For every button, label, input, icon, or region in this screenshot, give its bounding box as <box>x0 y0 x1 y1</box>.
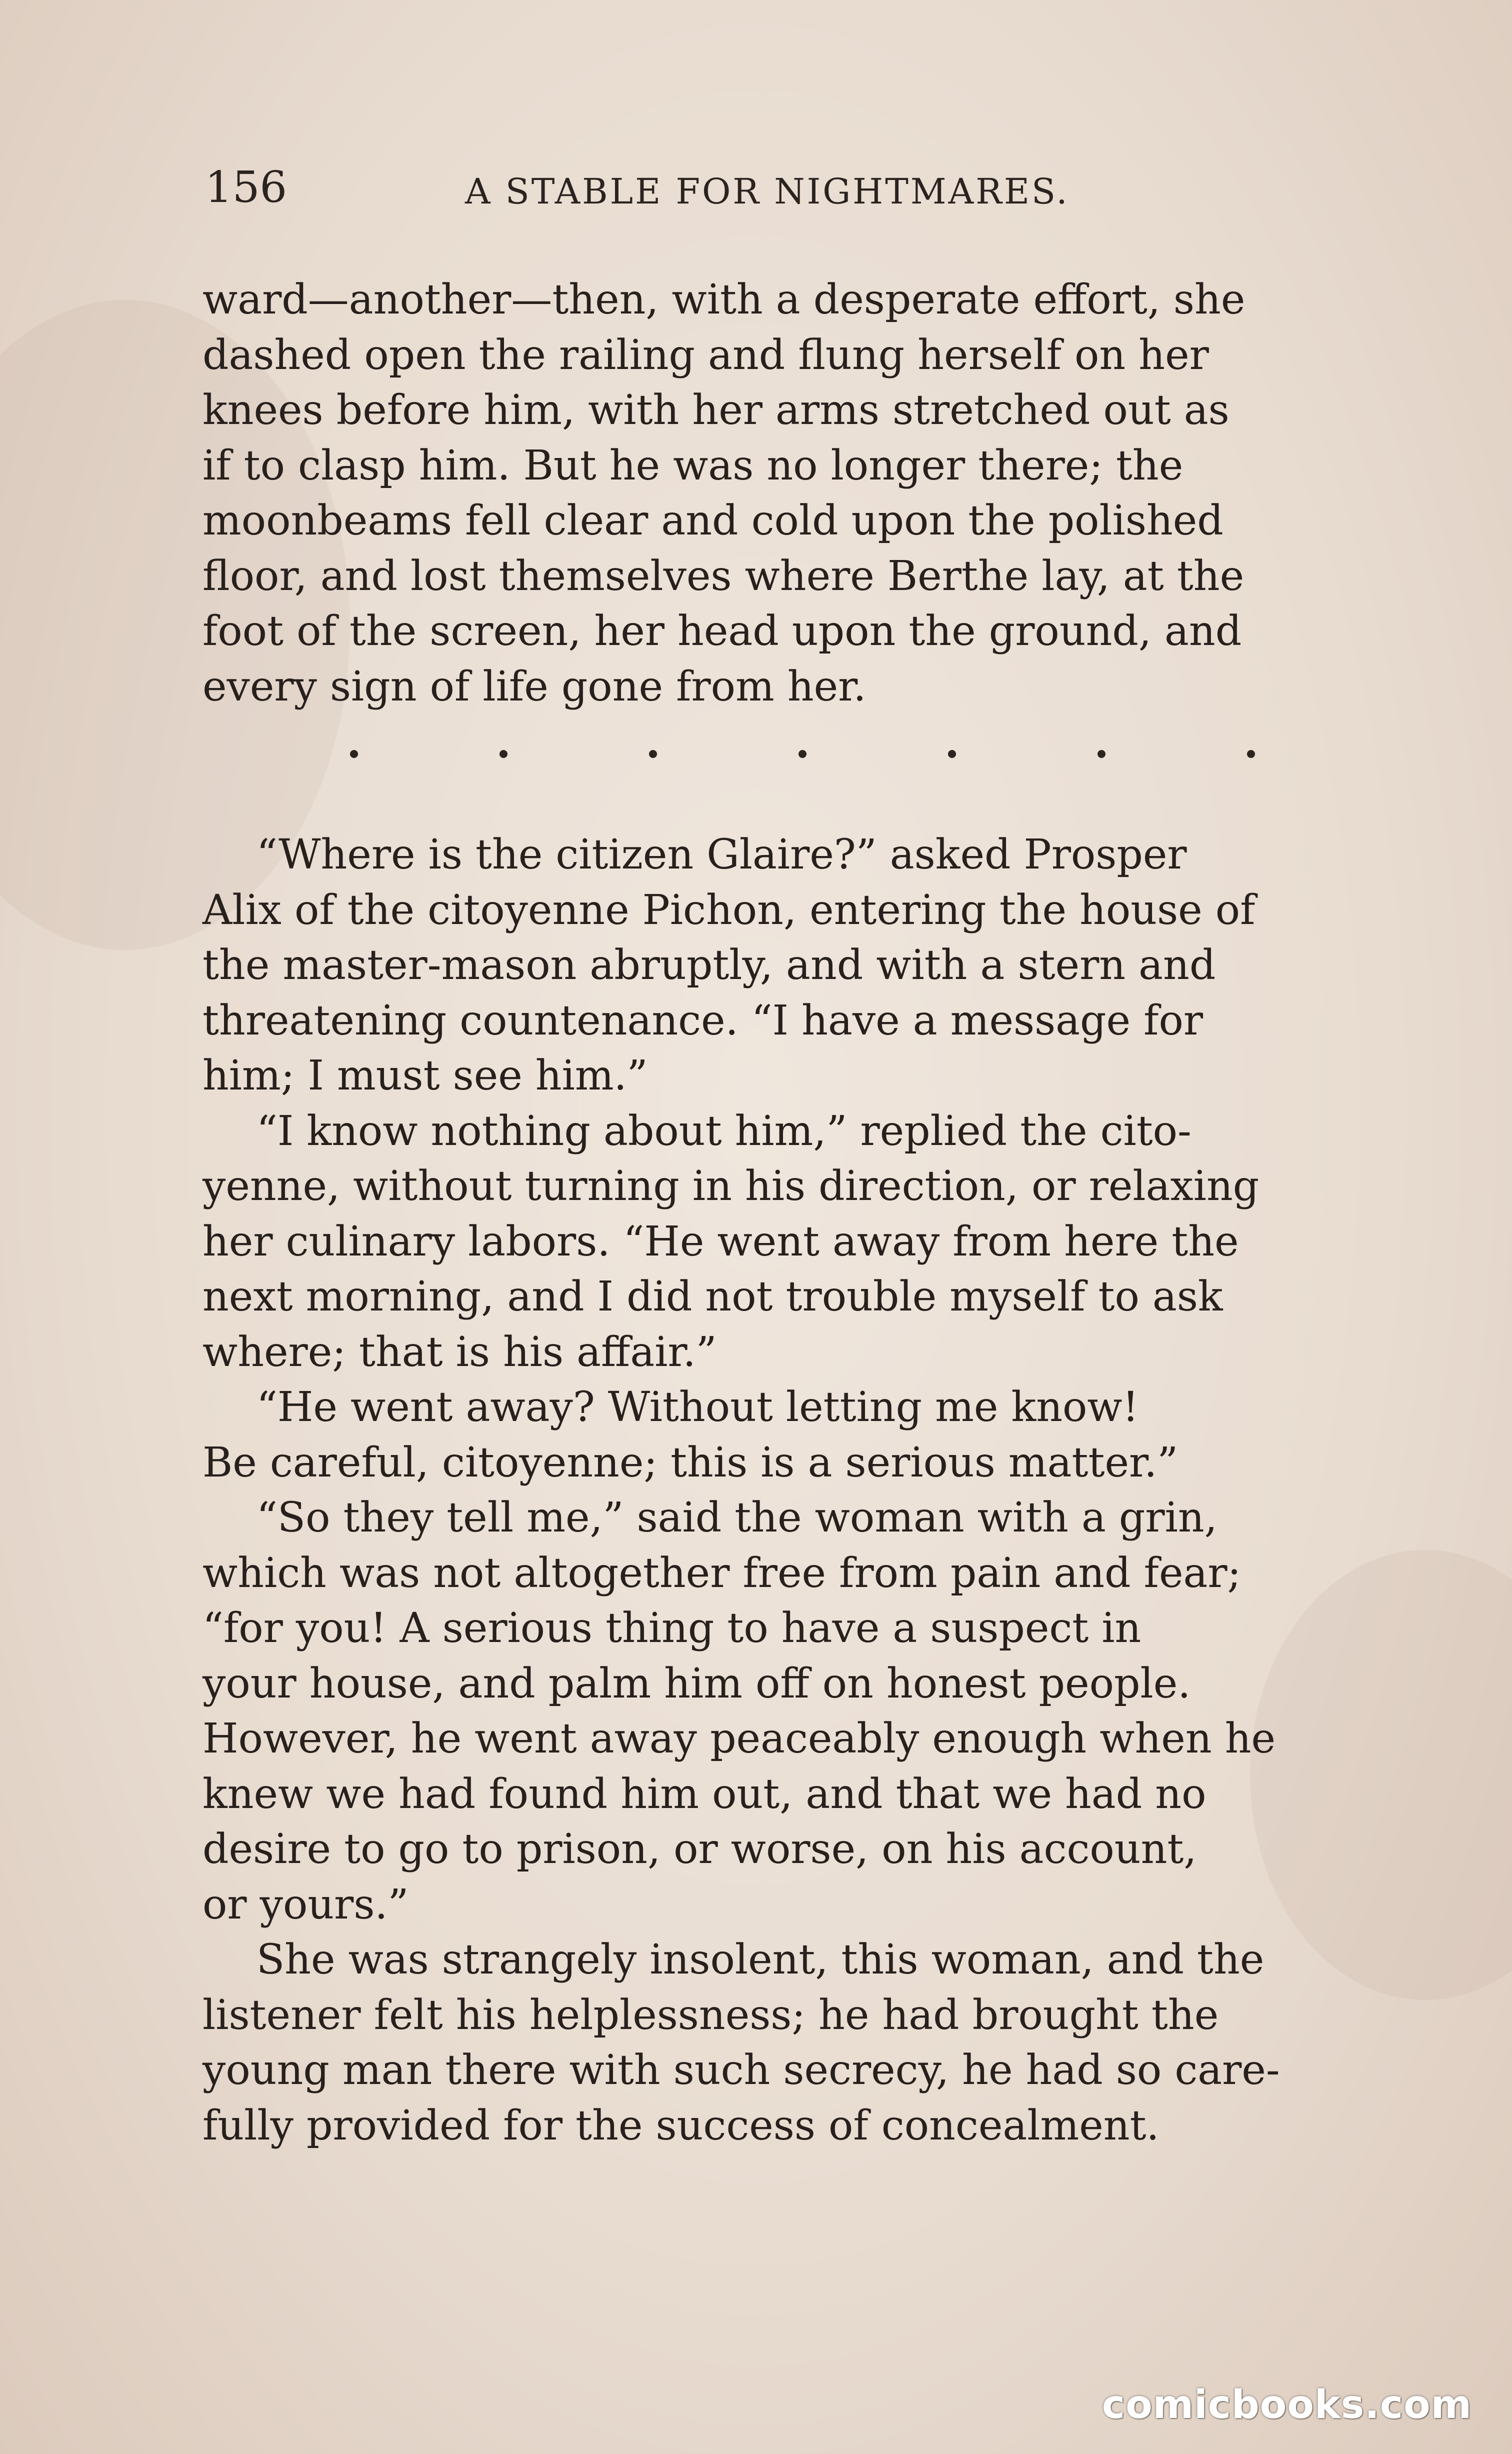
text-line: if to clasp him. But he was no longer there; the <box>202 442 1184 490</box>
text-line: knew we had found him out, and that we had no <box>202 1770 1206 1818</box>
text-line: fully provided for the success of concealment. <box>202 2102 1160 2150</box>
text-line: where; that is his affair.” <box>202 1328 717 1376</box>
paragraph-3 <box>202 1104 1402 1380</box>
text-line: her culinary labors. “He went away from here the <box>202 1218 1239 1266</box>
text-line: yenne, without turning in his direction, or relaxing <box>202 1162 1260 1210</box>
text-line: Be careful, citoyenne; this is a serious matter.” <box>202 1438 1178 1486</box>
text-line: the master-mason abruptly, and with a stern and <box>202 942 1216 989</box>
body-text-top <box>202 272 1402 714</box>
running-head: A STABLE FOR NIGHTMARES. <box>465 171 1070 212</box>
paragraph-1 <box>202 272 1402 714</box>
break-dot <box>649 750 657 758</box>
page-number: 156 <box>205 162 288 212</box>
text-line: or yours.” <box>202 1880 409 1928</box>
body-text-bottom <box>202 828 1402 2154</box>
text-line: him; I must see him.” <box>202 1052 648 1100</box>
text-line: every sign of life gone from her. <box>202 662 866 710</box>
paragraph-6 <box>202 1932 1402 2154</box>
paragraph-4 <box>202 1380 1402 1490</box>
text-line: listener felt his helplessness; he had brought the <box>202 1991 1219 2039</box>
break-dot <box>798 750 806 758</box>
text-line: ward—another—then, with a desperate effort, she <box>202 276 1246 324</box>
break-dot <box>948 750 956 758</box>
paragraph-2 <box>202 828 1402 1104</box>
paragraph-5 <box>202 1490 1402 1932</box>
break-dot <box>1247 750 1255 758</box>
break-dot <box>500 750 508 758</box>
text-line: dashed open the railing and flung herself on her <box>202 331 1209 379</box>
text-line: foot of the screen, her head upon the ground, and <box>202 608 1242 655</box>
text-line: “He went away? Without letting me know! <box>256 1384 1139 1431</box>
text-line: young man there with such secrecy, he had so care- <box>202 2046 1280 2094</box>
text-line: your house, and palm him off on honest people. <box>202 1660 1191 1708</box>
text-line: “So they tell me,” said the woman with a grin, <box>256 1494 1218 1542</box>
text-line: “I know nothing about him,” replied the cito- <box>256 1107 1192 1155</box>
text-line: which was not altogether free from pain and fear; <box>202 1549 1242 1597</box>
text-line: threatening countenance. “I have a message for <box>202 996 1204 1044</box>
page-header <box>205 160 1405 215</box>
text-line: “for you! A serious thing to have a suspect in <box>202 1604 1142 1652</box>
break-dot <box>350 750 358 758</box>
section-break <box>350 750 1255 758</box>
text-line: knees before him, with her arms stretched out as <box>202 386 1230 434</box>
text-line: moonbeams fell clear and cold upon the polished <box>202 497 1224 544</box>
text-line: However, he went away peaceably enough when he <box>202 1715 1276 1762</box>
text-line: desire to go to prison, or worse, on his account, <box>202 1826 1197 1873</box>
text-line: Alix of the citoyenne Pichon, entering the house of <box>202 886 1256 934</box>
text-line: next morning, and I did not trouble myself to ask <box>202 1273 1223 1320</box>
watermark-text: comicbooks.com <box>1102 2382 1472 2428</box>
break-dot <box>1098 750 1106 758</box>
text-line: floor, and lost themselves where Berthe lay, at the <box>202 552 1244 600</box>
text-line: “Where is the citizen Glaire?” asked Prosper <box>256 831 1187 878</box>
text-line: She was strangely insolent, this woman, and the <box>256 1936 1264 1984</box>
